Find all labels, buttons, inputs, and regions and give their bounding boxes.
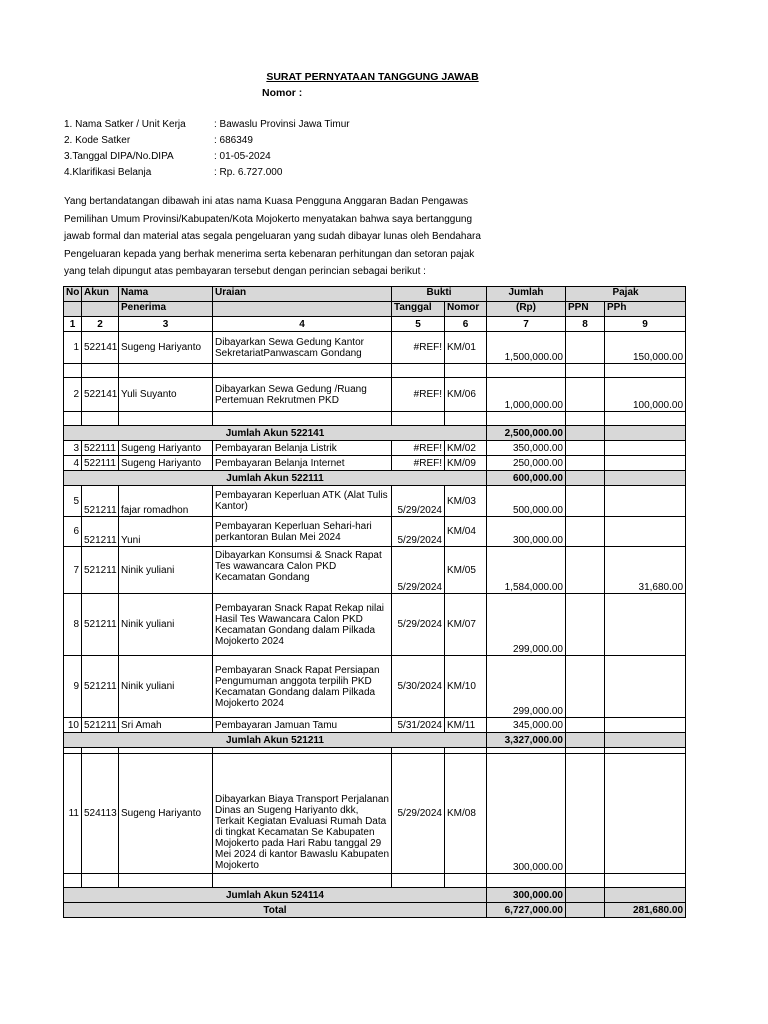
cell-akun: 522141 <box>82 332 119 364</box>
cell-tanggal: 5/30/2024 <box>392 656 445 718</box>
cell-jumlah: 300,000.00 <box>487 754 566 874</box>
header-penerima: Penerima <box>119 302 213 317</box>
cell-tanggal: 5/29/2024 <box>392 547 445 594</box>
info-label: 3.Tanggal DIPA/No.DIPA <box>64 151 174 162</box>
cell-uraian: Dibayarkan Biaya Transport Perjalanan Dinas an Sugeng Hariyanto dkk, Terkait Kegiatan Evaluasi Rumah Data di tingkat Kecamatan Se Kabupaten Mojokerto pada Hari Rabu tanggal 29 Mei 2024 di kantor Bawaslu Kabupaten Mojokerto <box>213 754 392 874</box>
cell-uraian: Pembayaran Keperluan Sehari-hari perkantoran Bulan Mei 2024 <box>213 517 392 547</box>
cell-uraian: Pembayaran Belanja Listrik <box>213 441 392 456</box>
paragraph-line: Yang bertandatangan dibawah ini atas nama Kuasa Pengguna Anggaran Badan Pengawas <box>64 196 469 207</box>
cell-jumlah: 1,000,000.00 <box>487 378 566 412</box>
column-number: 8 <box>566 317 605 332</box>
column-number: 5 <box>392 317 445 332</box>
column-number: 3 <box>119 317 213 332</box>
cell-no: 10 <box>64 718 82 733</box>
cell-pph <box>605 754 686 874</box>
table-row <box>64 718 686 733</box>
column-number-row <box>64 317 686 332</box>
cell-no: 6 <box>64 517 82 547</box>
cell-nomor: KM/01 <box>445 332 487 364</box>
cell-pph <box>605 441 686 456</box>
subtotal-jumlah: 600,000.00 <box>487 471 566 486</box>
cell-pph: 100,000.00 <box>605 378 686 412</box>
cell-jumlah: 300,000.00 <box>487 517 566 547</box>
cell-akun: 521211 <box>82 547 119 594</box>
cell-nomor: KM/08 <box>445 754 487 874</box>
cell-akun: 521211 <box>82 656 119 718</box>
info-value: : 01-05-2024 <box>214 151 271 162</box>
cell-no: 8 <box>64 594 82 656</box>
column-number: 4 <box>213 317 392 332</box>
cell-jumlah: 500,000.00 <box>487 486 566 517</box>
cell-ppn <box>566 718 605 733</box>
table-row <box>64 656 686 718</box>
table-row <box>64 594 686 656</box>
cell-pph <box>605 517 686 547</box>
cell-nomor: KM/05 <box>445 547 487 594</box>
header-rp: (Rp) <box>487 302 566 317</box>
cell-nomor: KM/09 <box>445 456 487 471</box>
satker-info <box>64 117 350 181</box>
column-number: 1 <box>64 317 82 332</box>
cell-uraian: Dibayarkan Sewa Gedung /Ruang Pertemuan Rekrutmen PKD <box>213 378 392 412</box>
cell-tanggal: 5/29/2024 <box>392 594 445 656</box>
subtotal-label: Jumlah Akun 522111 <box>64 471 487 486</box>
statement-paragraph <box>64 193 504 281</box>
header-nama: Nama <box>119 287 213 302</box>
cell-no: 11 <box>64 754 82 874</box>
header-pajak: Pajak <box>566 287 686 302</box>
table-row <box>64 441 686 456</box>
cell-jumlah: 299,000.00 <box>487 656 566 718</box>
cell-akun: 524113 <box>82 754 119 874</box>
cell-nomor: KM/06 <box>445 378 487 412</box>
cell-akun: 521211 <box>82 517 119 547</box>
spacer-row <box>64 364 686 378</box>
column-number: 9 <box>605 317 686 332</box>
cell-nomor: KM/03 <box>445 486 487 517</box>
paragraph-line: yang telah dipungut atas pembayaran tersebut dengan perincian sebagai berikut : <box>64 266 426 277</box>
cell-nomor: KM/10 <box>445 656 487 718</box>
cell-jumlah: 345,000.00 <box>487 718 566 733</box>
subtotal-jumlah: 300,000.00 <box>487 888 566 903</box>
cell-nama: Ninik yuliani <box>119 656 213 718</box>
info-row <box>64 165 350 181</box>
info-label: 1. Nama Satker / Unit Kerja <box>64 119 186 130</box>
cell-ppn <box>566 547 605 594</box>
header-no: No <box>64 287 82 302</box>
cell-ppn <box>566 754 605 874</box>
cell-ppn <box>566 456 605 471</box>
cell-no: 7 <box>64 547 82 594</box>
nomor-label: Nomor : <box>262 87 303 99</box>
info-row <box>64 117 350 133</box>
total-pph: 281,680.00 <box>605 903 686 918</box>
table-row <box>64 486 686 517</box>
header-pph: PPh <box>605 302 686 317</box>
cell-tanggal: 5/29/2024 <box>392 486 445 517</box>
cell-ppn <box>566 441 605 456</box>
paragraph-line: Pemilihan Umum Provinsi/Kabupaten/Kota Mojokerto menyatakan bahwa saya bertanggung <box>64 213 473 225</box>
cell-ppn <box>566 486 605 517</box>
cell-no: 5 <box>64 486 82 517</box>
cell-nama: Ninik yuliani <box>119 594 213 656</box>
spacer-row <box>64 874 686 888</box>
cell-no: 2 <box>64 378 82 412</box>
table-row <box>64 378 686 412</box>
subtotal-label: Jumlah Akun 524114 <box>64 888 487 903</box>
cell-akun: 522141 <box>82 378 119 412</box>
total-label: Total <box>64 903 487 918</box>
cell-uraian: Dibayarkan Sewa Gedung Kantor SekretariatPanwascam Gondang <box>213 332 392 364</box>
paragraph-line: Pengeluaran kepada yang berhak menerima serta kebenaran perhitungan dan setoran pajak <box>64 248 475 260</box>
subtotal-jumlah: 2,500,000.00 <box>487 426 566 441</box>
column-number: 2 <box>82 317 119 332</box>
subtotal-row <box>64 426 686 441</box>
cell-pph <box>605 456 686 471</box>
cell-akun: 522111 <box>82 441 119 456</box>
table-header-row <box>64 302 686 317</box>
cell-akun: 521211 <box>82 718 119 733</box>
cell-uraian: Pembayaran Jamuan Tamu <box>213 718 392 733</box>
cell-nama: Yuni <box>119 517 213 547</box>
cell-akun: 521211 <box>82 486 119 517</box>
cell-nomor: KM/02 <box>445 441 487 456</box>
cell-pph <box>605 594 686 656</box>
cell-uraian: Dibayarkan Konsumsi & Snack Rapat Tes wawancara Calon PKD Kecamatan Gondang <box>213 547 392 594</box>
cell-tanggal: 5/29/2024 <box>392 754 445 874</box>
info-row <box>64 133 350 149</box>
cell-pph: 31,680.00 <box>605 547 686 594</box>
cell-tanggal: 5/31/2024 <box>392 718 445 733</box>
cell-ppn <box>566 517 605 547</box>
cell-jumlah: 1,584,000.00 <box>487 547 566 594</box>
cell-nomor: KM/04 <box>445 517 487 547</box>
table-row <box>64 547 686 594</box>
cell-akun: 522111 <box>82 456 119 471</box>
cell-nama: Sugeng Hariyanto <box>119 441 213 456</box>
cell-pph <box>605 486 686 517</box>
column-number: 6 <box>445 317 487 332</box>
table-header-row <box>64 287 686 302</box>
info-value: : Bawaslu Provinsi Jawa Timur <box>214 119 350 130</box>
column-number: 7 <box>487 317 566 332</box>
subtotal-label: Jumlah Akun 522141 <box>64 426 487 441</box>
subtotal-jumlah: 3,327,000.00 <box>487 733 566 748</box>
subtotal-label: Jumlah Akun 521211 <box>64 733 487 748</box>
cell-no: 1 <box>64 332 82 364</box>
cell-pph <box>605 718 686 733</box>
cell-nama: Sri Amah <box>119 718 213 733</box>
cell-jumlah: 250,000.00 <box>487 456 566 471</box>
cell-tanggal: #REF! <box>392 378 445 412</box>
header-nomor: Nomor <box>445 302 487 317</box>
header-bukti: Bukti <box>392 287 487 302</box>
subtotal-row <box>64 888 686 903</box>
cell-nama: Sugeng Hariyanto <box>119 332 213 364</box>
cell-ppn <box>566 332 605 364</box>
table-row <box>64 754 686 874</box>
cell-pph <box>605 656 686 718</box>
cell-uraian: Pembayaran Snack Rapat Persiapan Pengumuman anggota terpilih PKD Kecamatan Gondang dalam Pilkada Mojokerto 2024 <box>213 656 392 718</box>
cell-uraian: Pembayaran Keperluan ATK (Alat Tulis Kantor) <box>213 486 392 517</box>
cell-jumlah: 1,500,000.00 <box>487 332 566 364</box>
cell-ppn <box>566 594 605 656</box>
cell-tanggal: #REF! <box>392 441 445 456</box>
info-label: 4.Klarifikasi Belanja <box>64 167 152 178</box>
header-ppn: PPN <box>566 302 605 317</box>
cell-tanggal: #REF! <box>392 456 445 471</box>
cell-tanggal: #REF! <box>392 332 445 364</box>
cell-nama: Sugeng Hariyanto <box>119 456 213 471</box>
total-row <box>64 903 686 918</box>
cell-no: 3 <box>64 441 82 456</box>
cell-akun: 521211 <box>82 594 119 656</box>
cell-no: 4 <box>64 456 82 471</box>
cell-jumlah: 350,000.00 <box>487 441 566 456</box>
table-row <box>64 332 686 364</box>
expense-table <box>63 286 686 918</box>
info-label: 2. Kode Satker <box>64 135 131 146</box>
table-row <box>64 456 686 471</box>
spacer-row <box>64 412 686 426</box>
cell-ppn <box>566 656 605 718</box>
cell-tanggal: 5/29/2024 <box>392 517 445 547</box>
info-row <box>64 149 350 165</box>
cell-nama: fajar romadhon <box>119 486 213 517</box>
cell-no: 9 <box>64 656 82 718</box>
cell-pph: 150,000.00 <box>605 332 686 364</box>
cell-nama: Yuli Suyanto <box>119 378 213 412</box>
cell-uraian: Pembayaran Snack Rapat Rekap nilai Hasil Tes Wawancara Calon PKD Kecamatan Gondang dalam Pilkada Mojokerto 2024 <box>213 594 392 656</box>
table-row <box>64 517 686 547</box>
cell-jumlah: 299,000.00 <box>487 594 566 656</box>
cell-nomor: KM/11 <box>445 718 487 733</box>
info-value: : Rp. 6.727.000 <box>214 167 283 178</box>
cell-nama: Ninik yuliani <box>119 547 213 594</box>
cell-ppn <box>566 378 605 412</box>
total-jumlah: 6,727,000.00 <box>487 903 566 918</box>
header-tanggal: Tanggal <box>392 302 445 317</box>
header-uraian: Uraian <box>213 287 392 302</box>
subtotal-row <box>64 471 686 486</box>
header-jumlah: Jumlah <box>487 287 566 302</box>
cell-nama: Sugeng Hariyanto <box>119 754 213 874</box>
cell-nomor: KM/07 <box>445 594 487 656</box>
subtotal-row <box>64 733 686 748</box>
document-title: SURAT PERNYATAAN TANGGUNG JAWAB <box>266 71 479 83</box>
info-value: : 686349 <box>214 135 253 146</box>
cell-uraian: Pembayaran Belanja Internet <box>213 456 392 471</box>
paragraph-line: jawab formal dan material atas segala pengeluaran yang sudah dibayar lunas oleh Bendahara <box>64 231 481 242</box>
header-akun: Akun <box>82 287 119 302</box>
